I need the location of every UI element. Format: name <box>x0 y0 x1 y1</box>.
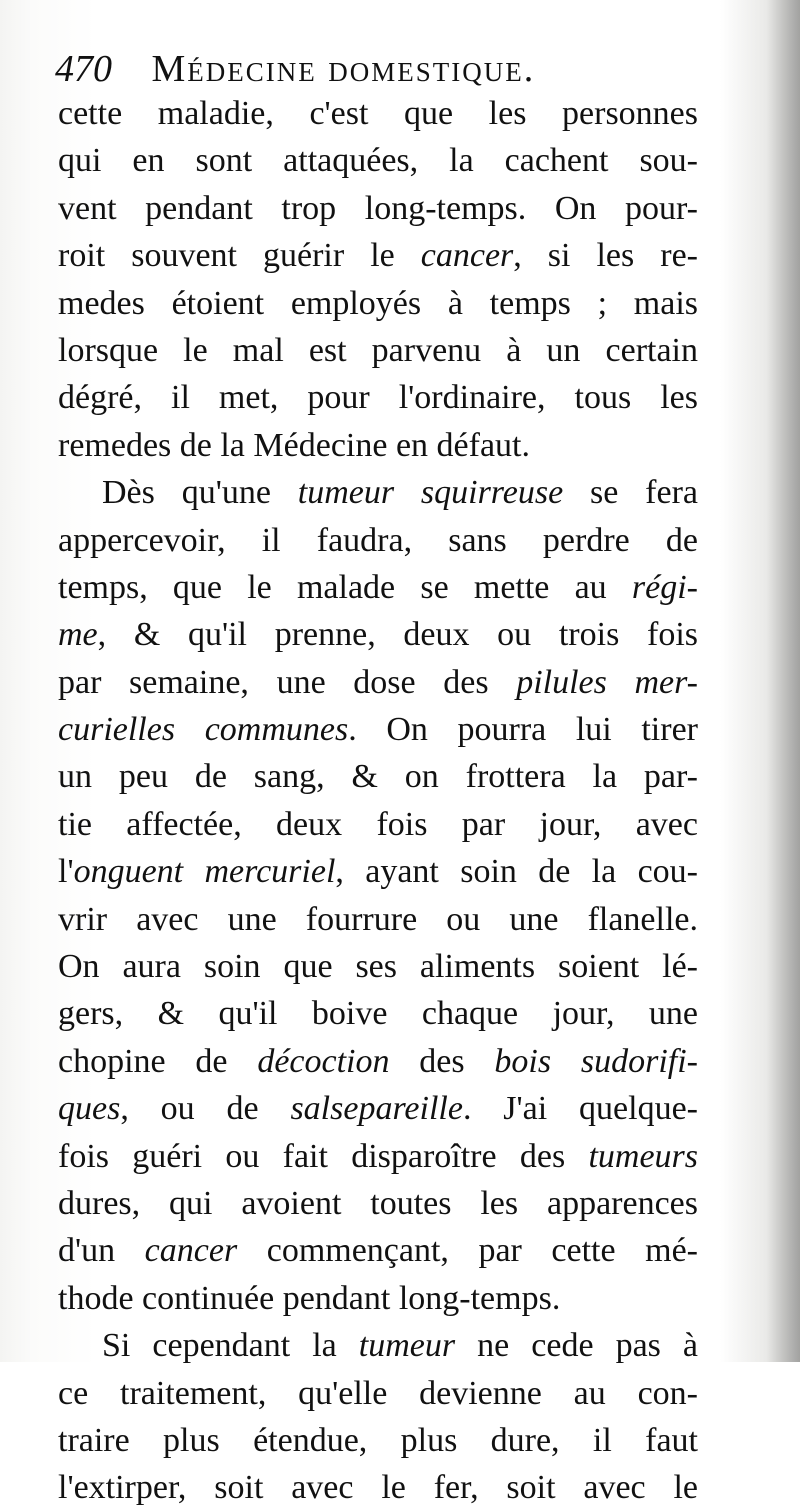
text-segment: , & qu'il prenne, deux ou trois fois <box>97 616 698 654</box>
text-segment: , ou de <box>120 1090 291 1128</box>
text-line <box>58 1133 698 1180</box>
text-line <box>58 801 698 848</box>
text-segment: qui en sont attaquées, la cachent sou- <box>58 142 698 180</box>
text-line <box>58 1370 698 1417</box>
italic-text: ques <box>58 1090 121 1128</box>
italic-text: cancer <box>144 1232 238 1270</box>
text-line <box>58 896 698 943</box>
italic-text: décoction <box>257 1042 390 1080</box>
italic-text: onguent mercuriel <box>73 853 336 891</box>
text-segment: chopine de <box>58 1042 258 1080</box>
text-line <box>58 517 698 564</box>
text-line <box>58 185 698 232</box>
italic-text: tumeurs <box>588 1137 698 1175</box>
text-line <box>58 327 698 374</box>
italic-text: pilules mer- <box>516 663 698 701</box>
text-segment: , si les re- <box>513 237 699 275</box>
text-line <box>58 90 698 137</box>
text-segment: des <box>389 1042 495 1080</box>
text-line <box>58 232 698 279</box>
text-line <box>58 1417 698 1464</box>
text-segment: dures, qui avoient toutes les apparences <box>58 1184 698 1222</box>
text-line <box>58 1275 698 1322</box>
italic-text: salsepareille <box>290 1090 463 1128</box>
text-segment: thode continuée pendant long-temps. <box>58 1279 561 1317</box>
text-line <box>58 659 698 706</box>
italic-text: tumeur <box>358 1327 456 1365</box>
text-line <box>58 1180 698 1227</box>
text-segment: par semaine, une dose des <box>58 663 517 701</box>
text-segment: commençant, par cette mé- <box>237 1232 698 1270</box>
text-segment: lorsque le mal est parvenu à un certain <box>58 331 698 369</box>
text-line <box>58 943 698 990</box>
page-gutter-shadow <box>766 0 800 1362</box>
text-line <box>58 564 698 611</box>
text-line <box>58 706 698 753</box>
text-segment: . J'ai quelque- <box>462 1090 698 1128</box>
text-segment: vrir avec une fourrure ou une flanelle. <box>58 900 698 938</box>
text-segment: , ayant soin de la cou- <box>335 853 698 891</box>
text-segment: cette maladie, c'est que les personnes <box>58 95 698 132</box>
text-segment: Si cependant la <box>102 1327 359 1365</box>
text-line <box>58 990 698 1037</box>
text-segment: ne cede pas à <box>455 1327 699 1365</box>
text-line <box>58 1085 698 1132</box>
italic-text: régi- <box>631 568 698 606</box>
text-segment: dégré, il met, pour l'ordinaire, tous les <box>58 379 698 417</box>
text-segment: remedes de la Médecine en défaut. <box>58 426 530 464</box>
text-segment: medes étoient employés à temps ; mais <box>58 284 698 322</box>
text-segment: vent pendant trop long-temps. On pour- <box>58 189 698 227</box>
body-text <box>58 90 698 1512</box>
text-segment: gers, & qu'il boive chaque jour, une <box>58 995 698 1033</box>
text-line <box>58 469 698 516</box>
text-line <box>58 280 698 327</box>
text-line <box>58 137 698 184</box>
running-title: Médecine domestique. <box>151 48 536 90</box>
text-line <box>58 422 698 469</box>
text-segment: roit souvent guérir le <box>58 237 421 275</box>
text-segment: l' <box>58 853 74 891</box>
text-segment: Dès qu'une <box>102 474 298 512</box>
text-line <box>58 1038 698 1085</box>
text-segment: . On pourra lui tirer <box>348 711 698 749</box>
text-segment: tie affectée, deux fois par jour, avec <box>58 805 698 843</box>
text-line <box>58 753 698 800</box>
italic-text: cancer <box>420 237 514 275</box>
text-segment: appercevoir, il faudra, sans perdre de <box>58 521 698 559</box>
text-segment: fois guéri ou fait disparoître des <box>58 1137 589 1175</box>
text-segment: ce traitement, qu'elle devienne au con- <box>58 1374 698 1412</box>
text-segment: On aura soin que ses aliments soient lé- <box>58 948 698 986</box>
text-line <box>58 1464 698 1511</box>
text-line <box>58 848 698 895</box>
text-line <box>58 1322 698 1369</box>
italic-text: bois sudorifi- <box>494 1042 699 1080</box>
italic-text: curielles communes <box>58 711 349 749</box>
text-segment: d'un <box>58 1232 145 1270</box>
italic-text: tumeur squirreuse <box>297 474 564 512</box>
text-segment: temps, que le malade se mette au <box>58 568 632 606</box>
text-line <box>58 611 698 658</box>
text-line <box>58 1227 698 1274</box>
text-line <box>58 374 698 421</box>
page-number: 470 <box>55 48 112 90</box>
text-segment: un peu de sang, & on frottera la par- <box>58 758 698 796</box>
text-segment: se fera <box>563 474 699 512</box>
running-header <box>55 44 705 94</box>
italic-text: me <box>58 616 98 654</box>
text-segment: traire plus étendue, plus dure, il faut <box>58 1421 698 1459</box>
text-segment: l'extirper, soit avec le fer, soit avec le <box>58 1469 698 1507</box>
